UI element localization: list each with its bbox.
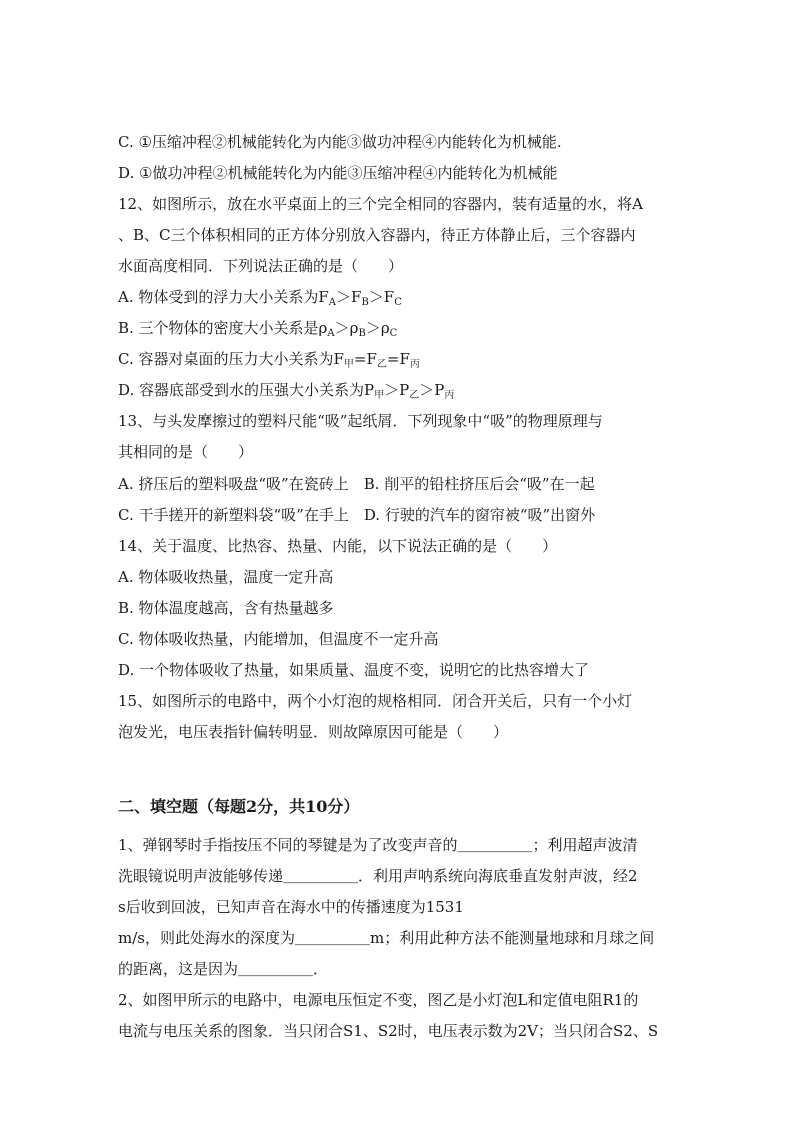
options-cd-q13: C. 干手搓开的新塑料袋“吸”在手上 D. 行驶的汽车的窗帘被“吸”出窗外 [118, 506, 596, 524]
option-d-q12: D. 容器底部受到水的压强大小关系为$P_甲>P_乙>P_丙$ [118, 381, 455, 400]
question-12-line-2: 、B、C三个体积相同的正方体分别放入容器内，待正方体静止后，三个容器内 [118, 226, 636, 244]
option-b-q14: B. 物体温度越高，含有热量越多 [118, 599, 334, 617]
question-13-line-1: 13、与头发摩擦过的塑料尺能“吸”起纸屑．下列现象中“吸”的物理原理与 [118, 412, 603, 430]
question-15-line-2: 泡发光，电压表指针偏转明显．则故障原因可能是（ ） [118, 723, 509, 741]
option-d-q11: D. ①做功冲程②机械能转化为内能③压缩冲程④内能转化为机械能 [118, 164, 558, 182]
question-12-line-3: 水面高度相同．下列说法正确的是（ ） [118, 257, 404, 275]
option-a-q14: A. 物体吸收热量，温度一定升高 [118, 568, 334, 586]
option-c-q12: C. 容器对桌面的压力大小关系为$F_甲=F_乙=F_丙$ [118, 350, 420, 369]
option-c-q11: C. ①压缩冲程②机械能转化为内能③做功冲程④内能转化为机械能. [118, 133, 562, 151]
option-b-q12: B. 三个物体的密度大小关系是$\rho_A>\rho_B>\rho_C$ [118, 319, 398, 338]
options-ab-q13: A. 挤压后的塑料吸盘“吸”在瓷砖上 B. 削平的铅柱挤压后会“吸”在一起 [118, 475, 595, 493]
fill-1-line-3: s后收到回波，已知声音在海水中的传播速度为1531 [118, 898, 464, 916]
question-12-line-1: 12、如图所示，放在水平桌面上的三个完全相同的容器内，装有适量的水，将A [118, 195, 643, 213]
question-13-line-2: 其相同的是（ ） [118, 443, 254, 461]
fill-1-line-2: 洗眼镜说明声波能够传递＿＿＿＿＿．利用声呐系统向海底垂直发射声波，经2 [118, 867, 638, 885]
section-2-heading: 二、填空题（每题2分，共10分） [118, 797, 360, 816]
fill-1-line-4: m/s，则此处海水的深度为＿＿＿＿＿m；利用此种方法不能测量地球和月球之间 [118, 929, 655, 947]
option-c-q14: C. 物体吸收热量，内能增加，但温度不一定升高 [118, 630, 439, 648]
fill-1-line-1: 1、弹钢琴时手指按压不同的琴键是为了改变声音的＿＿＿＿＿；利用超声波清 [118, 836, 638, 854]
question-15-line-1: 15、如图所示的电路中，两个小灯泡的规格相同．闭合开关后，只有一个小灯 [118, 692, 633, 710]
fill-1-line-5: 的距离，这是因为＿＿＿＿＿． [118, 960, 329, 978]
fill-2-line-1: 2、如图甲所示的电路中，电源电压恒定不变，图乙是小灯泡L和定值电阻R1的 [118, 991, 639, 1009]
fill-2-line-2: 电流与电压关系的图象．当只闭合S1、S2时，电压表示数为2V；当只闭合S2、S [118, 1022, 659, 1040]
option-d-q14: D. 一个物体吸收了热量，如果质量、温度不变，说明它的比热容增大了 [118, 661, 590, 679]
question-14: 14、关于温度、比热容、热量、内能，以下说法正确的是（ ） [118, 537, 558, 555]
option-a-q12: A. 物体受到的浮力大小关系为$F_A>F_B>F_C$ [118, 288, 402, 307]
